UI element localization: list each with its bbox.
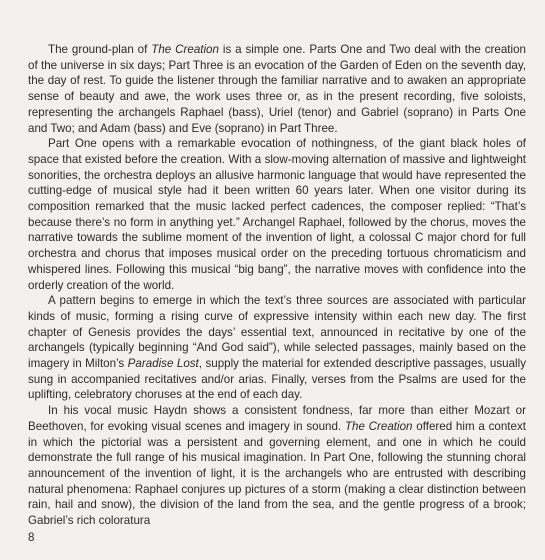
page-number: 8	[28, 531, 35, 544]
text-segment: , supply the material for extended descriptive passages, usually sung in accompanied recitatives and/or arias. Finally, verses from the Psalms are used for the uplifting, celebratory choruses at the end of each day.	[28, 357, 526, 402]
paragraph-ground-plan	[28, 42, 526, 136]
text-segment: offered him a context in which the pictorial was a persistent and governing element, and one in which he could demonstrate the full range of his musical imagination. In Part One, following the stunning choral announcement of the invention of light, it is the archangels who are entrusted with describing natural phenomena: Raphael conjures up pictures of a storm (making a clear distinction between rain, hail and snow), the division of the land from the sea, and the gentle progress of a brook; Gabriel’s rich coloratura	[28, 419, 526, 528]
text-segment: The ground-plan of	[48, 43, 152, 56]
text-segment: A pattern begins to emerge in which the text’s three sources are associated with particular kinds of music, forming a rising curve of expressive intensity within each new day. The first chapter of Genesis provides the days’ essential text, announced in recitative by one of the archangels (typically beginning “And God said”), while selected passages, mainly based on the imagery in Milton’s	[28, 294, 526, 371]
paragraph-pattern	[28, 293, 526, 403]
text-segment: is a simple one. Parts One and Two deal with the creation of the universe in six days; Part Three is an evocation of the Garden of Eden on the seventh day, the day of rest. To guide the listener through the familiar narrative and to awaken an appropriate sense of beauty and awe, the work uses three or, as in the present recording, five soloists, representing the archangels Raphael (bass), Uriel (tenor) and Gabriel (soprano) in Parts One and Two; and Adam (bass) and Eve (soprano) in Part Three.	[28, 43, 526, 135]
document-body	[28, 42, 526, 529]
paragraph-vocal-music	[28, 403, 526, 529]
work-title: The Creation	[344, 419, 413, 433]
text-segment: Part One opens with a remarkable evocation of nothingness, of the giant black holes of space that existed before the creation. With a slow-moving alternation of massive and lightweight sonorities, the orchestra deploys an allusive harmonic language that would have represented the cutting-edge of musical style had it been written 60 years later. When one visitor during its composition remarked that the music lacked perfect cadences, the composer replied: “That’s because there’s no form in anything yet.” Archangel Raphael, followed by the chorus, moves the narrative towards the sublime moment of the invention of light, a colossal C major chord for full orchestra and chorus that imposes musical order on the preceding tortuous chromaticism and whispered lines. Following this musical “big bang”, the narrative moves with confidence into the orderly creation of the world.	[28, 137, 526, 292]
paragraph-part-one	[28, 136, 526, 293]
work-title: The Creation	[151, 43, 219, 56]
work-title: Paradise Lost	[127, 357, 199, 371]
text-segment: In his vocal music Haydn shows a consistent fondness, far more than either Mozart or Beethoven, for evoking visual scenes and imagery in sound.	[28, 404, 526, 433]
